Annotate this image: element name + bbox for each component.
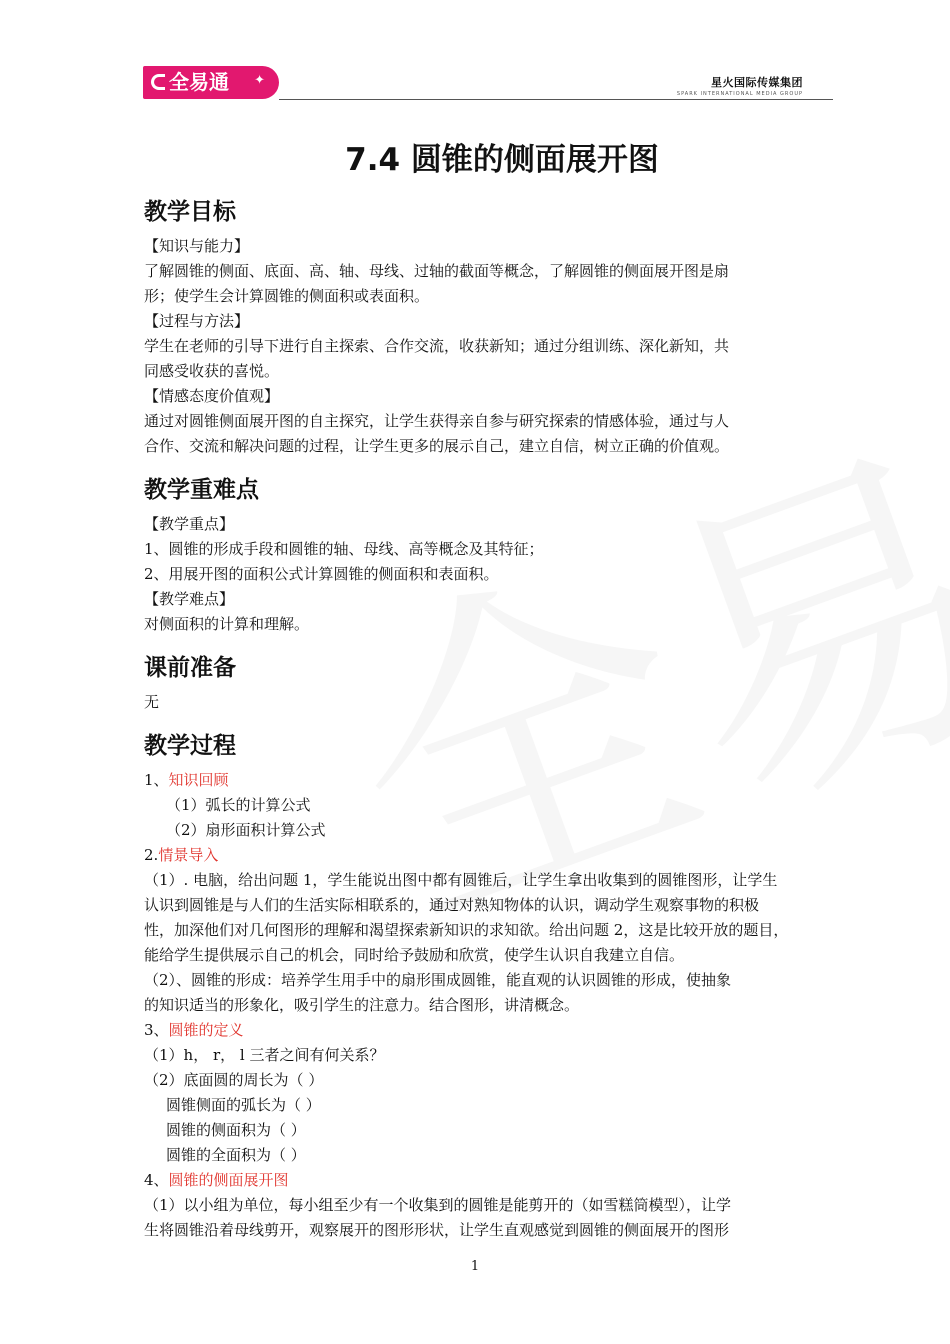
publisher-name-cn: 星火国际传媒集团 [711,76,803,89]
step-heading [144,768,860,793]
section-heading-process: 教学过程 [144,733,236,759]
publisher-name-en: SPARK INTERNATIONAL MEDIA GROUP [676,91,803,97]
section-heading-keypoints: 教学重难点 [144,477,259,503]
label-focus: 【教学重点】 [144,515,235,533]
list-item: （2）底面圆的周长为（ ） [144,1071,324,1089]
list-item: （1）弧长的计算公式 [166,796,311,814]
step-number: 3、 [144,1021,169,1039]
paragraph: 性，加深他们对几何图形的理解和渴望探索新知识的求知欲。给出问题 2，这是比较开放的题目， [144,921,789,939]
label-difficulty: 【教学难点】 [144,590,235,608]
paragraph: 同感受收获的喜悦。 [144,362,280,380]
list-item: 圆锥侧面的弧长为（ ） [166,1096,321,1114]
paragraph: 的知识适当的形象化，吸引学生的注意力。结合图形，讲清概念。 [144,996,580,1014]
paragraph: 通过对圆锥侧面展开图的自主探究，让学生获得亲自参与研究探索的情感体验，通过与人 [144,412,730,430]
document-body [144,120,860,1243]
paragraph: 认识到圆锥是与人们的生活实际相联系的，通过对熟知物体的认识，调动学生观察事物的积极 [144,896,760,914]
page-header [143,66,833,100]
logo-swirl-icon [151,74,165,90]
sparkle-icon: ✦ [254,73,265,88]
list-item: 圆锥的侧面积为（ ） [166,1121,306,1139]
step-title: 情景导入 [158,846,219,864]
label-knowledge: 【知识与能力】 [144,237,250,255]
paragraph: （1）. 电脑，给出问题 1，学生能说出图中都有圆锥后，让学生拿出收集到的圆锥图形，让学生 [144,871,778,889]
paragraph: 能给学生提供展示自己的机会，同时给予鼓励和欣赏，使学生认识自我建立自信。 [144,946,685,964]
step-number: 1、 [144,771,169,789]
list-item: 圆锥的全面积为（ ） [166,1146,306,1164]
page-number: 1 [470,1259,480,1274]
step-title: 知识回顾 [168,771,229,789]
step-heading [144,1018,860,1043]
step-number: 4、 [144,1171,169,1189]
paragraph: （2）、圆锥的形成：培养学生用手中的扇形围成圆锥，能直观的认识圆锥的形成，使抽象 [144,971,732,989]
section-heading-prep: 课前准备 [144,655,236,681]
paragraph: 形；使学生会计算圆锥的侧面积或表面积。 [144,287,430,305]
paragraph: （1）以小组为单位，每小组至少有一个收集到的圆锥是能剪开的（如雪糕筒模型），让学 [144,1196,732,1214]
logo-text: 全易通 [169,70,229,94]
list-item: （1）h， r， l 三者之间有何关系？ [144,1046,385,1064]
paragraph: 了解圆锥的侧面、底面、高、轴、母线、过轴的截面等概念，了解圆锥的侧面展开图是扇 [144,262,730,280]
label-emotion: 【情感态度价值观】 [144,387,280,405]
paragraph: 对侧面积的计算和理解。 [144,615,310,633]
paragraph: 无 [144,693,160,711]
publisher-brand [677,74,803,97]
list-item: 2、用展开图的面积公式计算圆锥的侧面积和表面积。 [144,565,499,583]
step-title: 圆锥的侧面展开图 [168,1171,289,1189]
brand-logo [143,66,279,99]
paragraph: 学生在老师的引导下进行自主探索、合作交流，收获新知；通过分组训练、深化新知，共 [144,337,730,355]
header-rule [279,99,833,100]
list-item: （2）扇形面积计算公式 [166,821,326,839]
list-item: 1、圆锥的形成手段和圆锥的轴、母线、高等概念及其特征； [144,540,544,558]
page-title: 7.4 圆锥的侧面展开图 [345,142,659,178]
step-heading [144,843,860,868]
paragraph: 合作、交流和解决问题的过程，让学生更多的展示自己，建立自信，树立正确的价值观。 [144,437,730,455]
step-title: 圆锥的定义 [168,1021,244,1039]
step-number: 2. [144,846,159,864]
section-heading-goals: 教学目标 [144,199,236,225]
label-method: 【过程与方法】 [144,312,250,330]
step-heading [144,1168,860,1193]
paragraph: 生将圆锥沿着母线剪开，观察展开的图形形状，让学生直观感觉到圆锥的侧面展开的图形 [144,1221,730,1239]
